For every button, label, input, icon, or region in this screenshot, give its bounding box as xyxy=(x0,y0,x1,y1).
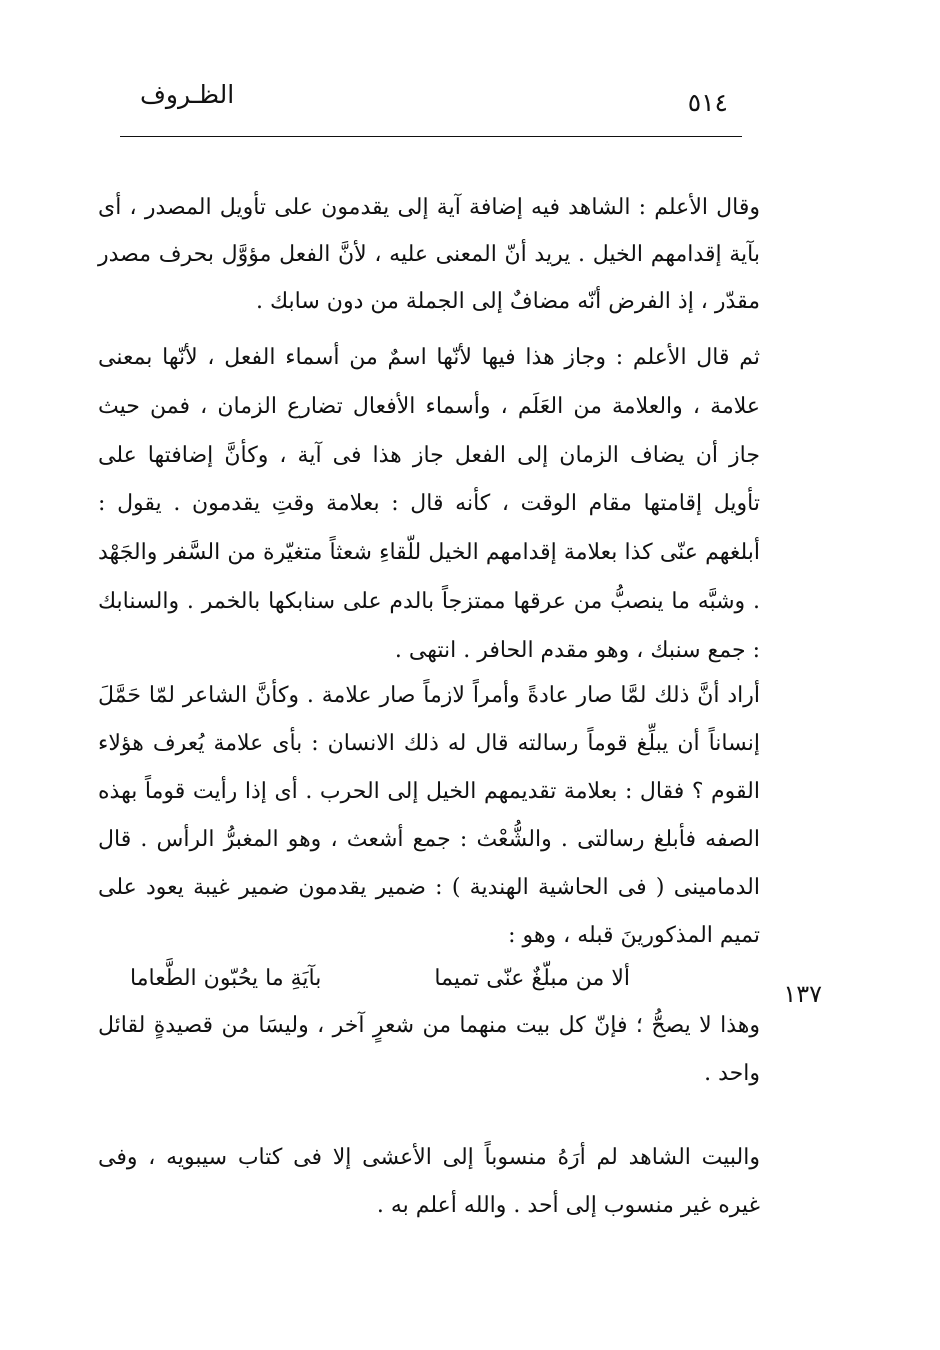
paragraph-1: وقال الأعلم : الشاهد فيه إضافة آية إلى يقدمون على تأويل المصدر ، أى بآية إقدامهم الخيل . يريد أنّ المعنى عليه ، لأنَّ الفعل مؤوَّل بحرف مصدر مقدّر ، إذ الفرض أنّه مضافٌ إلى الجملة من دون سابك . xyxy=(98,195,760,314)
paragraph-2: ثم قال الأعلم : وجاز هذا فيها لأنّها اسمٌ من أسماء الفعل ، لأنّها بمعنى علامة ، والعلامة من العَلَم ، وأسماء الأفعال تضارع الزمان ، فمن حيث جاز أن يضاف الزمان إلى الفعل جاز هذا فى آية ، وكأنَّ إضافتها على تأويل إقامتها مقام الوقت ، كأنه قال : بعلامة وقتِ يقدمون . يقول : أبلغهم عنّى كذا بعلامة إقدامهم الخيل للّقاءِ شعثاً متغيّرة من السَّفر والجَهْد . وشبَّه ما ينصبُّ من عرقها ممتزجاً بالدم على سنابكها بالخمر . والسنابك : جمع سنبك ، وهو مقدم الحافر . انتهى . xyxy=(98,345,760,663)
header-rule xyxy=(120,136,742,137)
margin-number: ١٣٧ xyxy=(783,980,822,1008)
running-title: الظـروف xyxy=(140,80,235,109)
page-number: ٥١٤ xyxy=(687,88,728,117)
poem-hemistich-2: بآيَةِ ما يحُبّون الطَّعاما xyxy=(130,966,322,991)
poem-hemistich-1: ألا من مبلّغٌ عنّى تميما xyxy=(434,966,630,991)
paragraph-4: وهذا لا يصحُّ ؛ فإنّ كل بيت منهما من شعرٍ آخر ، وليسَا من قصيدةٍ لقائل واحد . xyxy=(98,1013,760,1086)
paragraph-3: أراد أنَّ ذلك لمَّا صار عادةً وأمراً لازماً صار علامة . وكأنَّ الشاعر لمّا حَمَّلَ إنساناً أن يبلِّغ قوماً رسالته قال له ذلك الانسان : بأى علامة يُعرف هؤلاء القوم ؟ فقال : بعلامة تقديمهم الخيل إلى الحرب . أى إذا رأيت قوماً بهذه الصفه فأبلغ رسالتى . والشُّعْث : جمع أشعث ، وهو المغبرُّ الرأس . قال الدمامينى ( فى الحاشية الهندية ) : ضمير يقدمون ضمير غيبة يعود على تميم المذكورينَ قبله ، وهو : xyxy=(98,683,760,948)
poem-verse xyxy=(130,962,630,1002)
paragraph-5: والبيت الشاهد لم أرَهُ منسوباً إلى الأعشى إلا فى كتاب سيبويه ، وفى غيره غير منسوب إلى أحد . والله أعلم به . xyxy=(98,1145,760,1218)
